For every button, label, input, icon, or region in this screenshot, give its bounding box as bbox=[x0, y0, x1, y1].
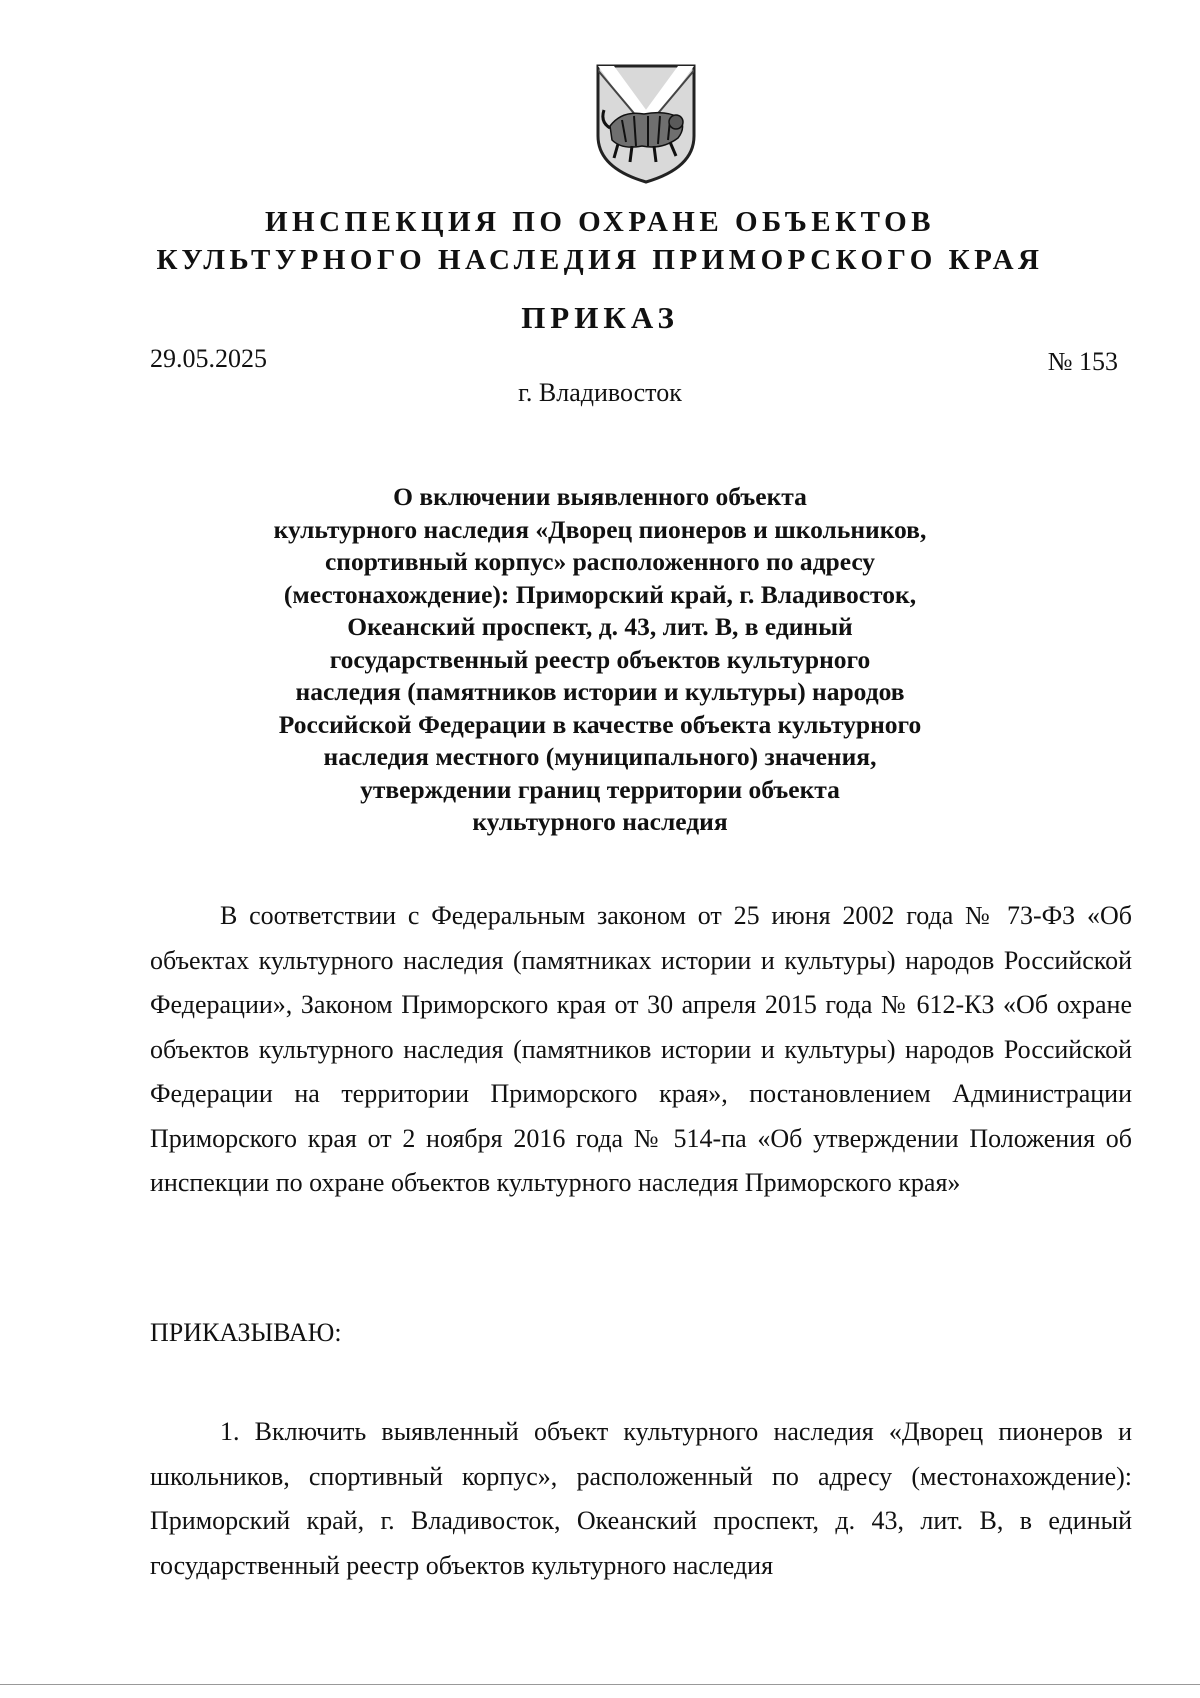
document-date: 29.05.2025 bbox=[150, 344, 267, 373]
document-type: ПРИКАЗ bbox=[521, 300, 679, 335]
document-subject bbox=[250, 481, 950, 839]
subject-line: культурного наследия bbox=[472, 807, 728, 836]
subject-line: наследия местного (муниципального) значения, bbox=[323, 742, 877, 771]
subject-line: Российской Федерации в качестве объекта культурного bbox=[278, 709, 922, 739]
subject-line: Океанский проспект, д. 43, лит. В, в единый bbox=[347, 612, 853, 641]
subject-line: (местонахождение): Приморский край, г. Владивосток, bbox=[283, 579, 917, 609]
page-bottom-line bbox=[0, 1684, 1200, 1685]
coat-of-arms-tiger-icon bbox=[592, 58, 700, 186]
subject-line: О включении выявленного объекта bbox=[393, 482, 807, 511]
agency-name-line2: КУЛЬТУРНОГО НАСЛЕДИЯ ПРИМОРСКОГО КРАЯ bbox=[156, 244, 1044, 276]
subject-line: наследия (памятников истории и культуры) народов bbox=[295, 677, 905, 706]
agency-name-line1: ИНСПЕКЦИЯ ПО ОХРАНЕ ОБЪЕКТОВ bbox=[264, 206, 936, 238]
document-number: № 153 bbox=[1047, 347, 1118, 376]
subject-line: культурного наследия «Дворец пионеров и школьников, bbox=[273, 514, 927, 544]
document-city: г. Владивосток bbox=[518, 378, 682, 407]
order-item-1: 1. Включить выявленный объект культурного наследия «Дворец пионеров и школьников, спортивный корпус», расположенный по адресу (местонахождение): Приморский край, г. Владивосток, Океанский проспект, д. 43, лит. В, в единый государственный реестр объектов культурного наследия bbox=[150, 1417, 1132, 1580]
subject-line: утверждении границ территории объекта bbox=[360, 774, 840, 804]
orders-label: ПРИКАЗЫВАЮ: bbox=[150, 1318, 342, 1347]
subject-line: спортивный корпус» расположенного по адресу bbox=[324, 547, 876, 576]
legal-basis-paragraph: В соответствии с Федеральным законом от 25 июня 2002 года № 73-ФЗ «Об объектах культурного наследия (памятниках истории и культуры) народов Российской Федерации», Законом Приморского края от 30 апреля 2015 года № 612-КЗ «Об охране объектов культурного наследия (памятников истории и культуры) народов Российской Федерации на территории Приморского края», постановлением Администрации Приморского края от 2 ноября 2016 года № 514-па «Об утверждении Положения об инспекции по охране объектов культурного наследия Приморского края» bbox=[150, 901, 1132, 1197]
subject-line: государственный реестр объектов культурного bbox=[329, 644, 871, 674]
